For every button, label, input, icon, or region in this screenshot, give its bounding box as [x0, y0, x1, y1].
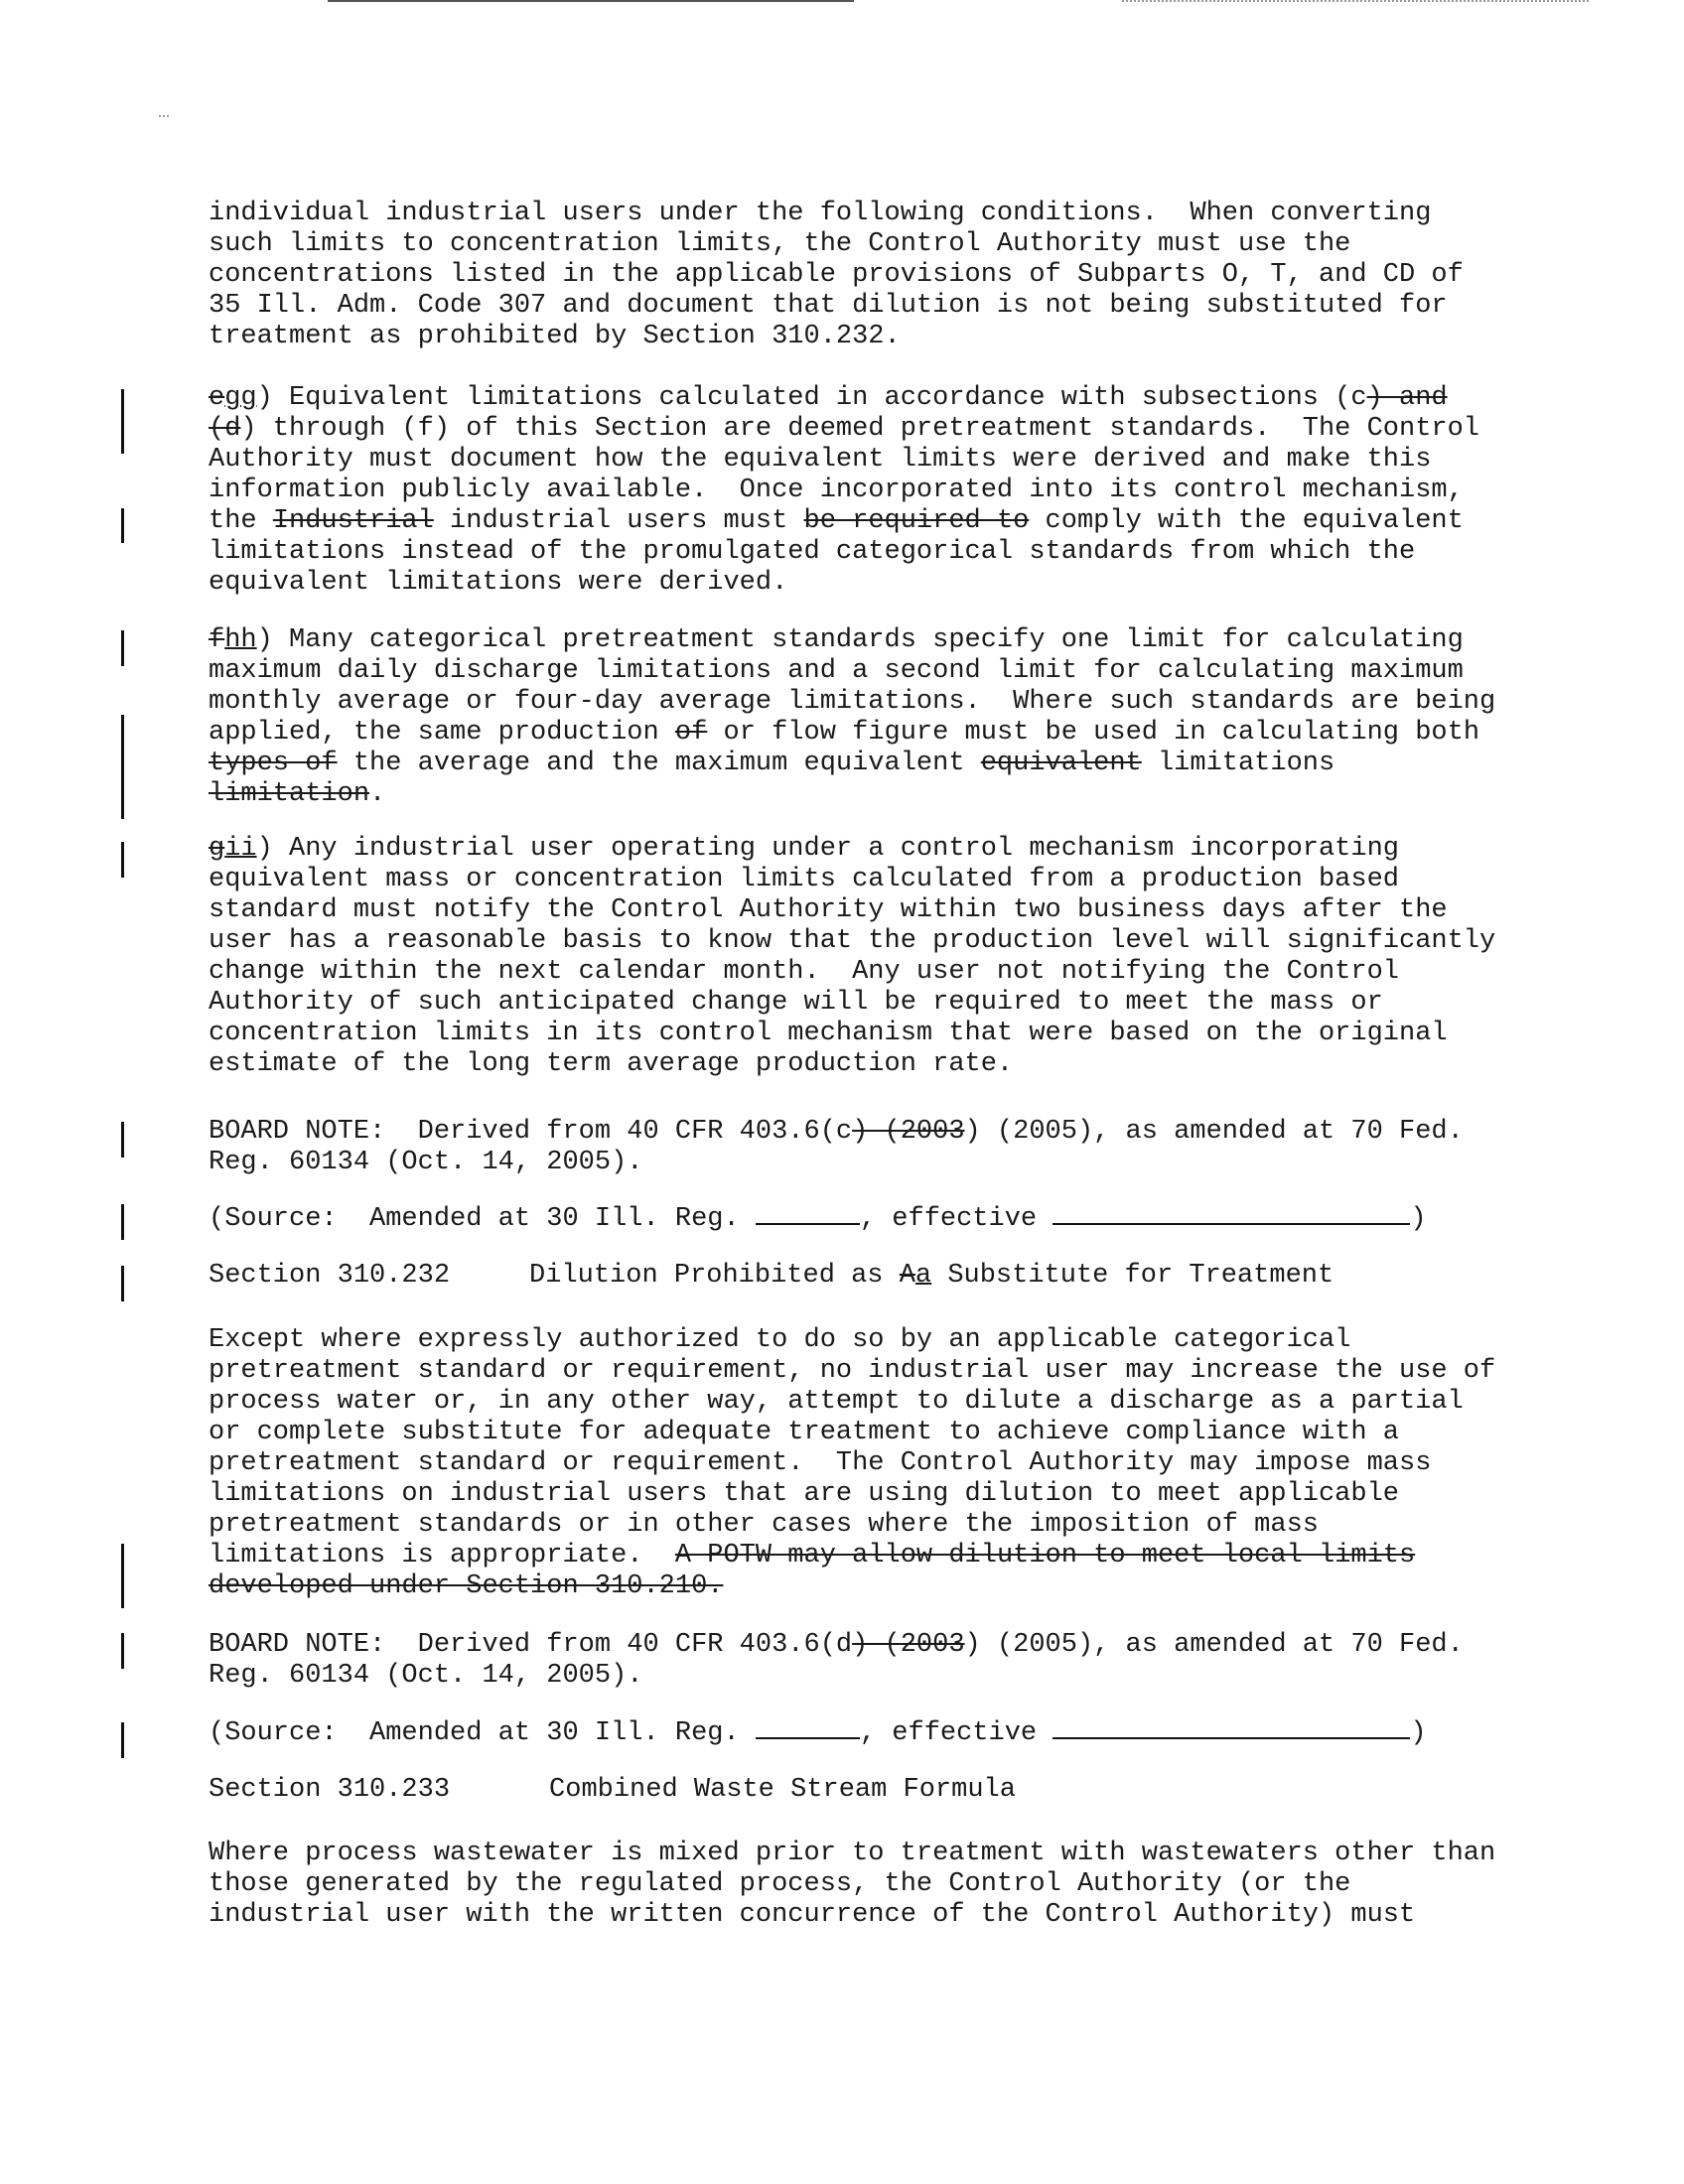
section-body: [209, 1839, 1559, 1931]
text-line: pretreatment standard or requirement, no industrial user may increase the use of: [209, 1356, 1496, 1386]
section-body: [209, 1325, 1559, 1602]
text-run: ) (2005), as amended at 70 Fed.: [964, 1630, 1464, 1660]
text-run: Substitute for Treatment: [931, 1261, 1334, 1291]
section-number: Section 310.233: [209, 1775, 451, 1805]
inserted-label: ii: [224, 834, 257, 864]
text-line: process water or, in any other way, attempt to dilute a discharge as a partial: [209, 1387, 1464, 1417]
text-run: .: [369, 779, 386, 809]
text-run: , effective: [859, 1718, 1053, 1748]
text-line: standard must notify the Control Authority within two business days after the: [209, 895, 1448, 925]
text-run: the: [209, 506, 273, 536]
text-line: information publicly available. Once incorporated into its control mechanism,: [209, 476, 1464, 505]
deleted-label: e: [209, 383, 225, 413]
section-heading: [209, 1775, 1559, 1806]
text-run: limitations: [1141, 749, 1335, 778]
text-line: limitations on industrial users that are using dilution to meet applicable: [209, 1479, 1399, 1509]
deleted-text: types of: [209, 749, 338, 778]
text-line: [209, 1571, 1559, 1602]
subsection-g: [209, 383, 1559, 599]
blank-field: [1052, 1715, 1410, 1739]
text-line: [209, 718, 1559, 749]
text-run: limitations is appropriate.: [209, 1541, 675, 1570]
text-run: or flow figure must be used in calculating both: [707, 718, 1480, 748]
text-line: user has a reasonable basis to know that the production level will significantly: [209, 926, 1496, 956]
text-line: concentrations listed in the applicable provisions of Subparts O, T, and CD of: [209, 260, 1464, 290]
section-heading: [209, 1261, 1559, 1292]
text-run: applied, the same production: [209, 718, 675, 748]
text-line: limitations instead of the promulgated categorical standards from which the: [209, 537, 1416, 567]
text-line: treatment as prohibited by Section 310.232.: [209, 322, 901, 351]
change-bar: [121, 1204, 124, 1240]
deleted-text: ) and: [1366, 383, 1448, 413]
text-run: ) (2005), as amended at 70 Fed.: [964, 1117, 1464, 1147]
text-line: [209, 625, 1559, 656]
change-bar: [121, 630, 124, 666]
text-line: [209, 506, 1559, 537]
text-line: equivalent limitations were derived.: [209, 568, 788, 598]
text-line: Where process wastewater is mixed prior to treatment with wastewaters other than: [209, 1839, 1496, 1868]
text-run: comply with the equivalent: [1029, 506, 1464, 536]
board-note: [209, 1630, 1559, 1692]
scan-artifact-dots: [1122, 0, 1589, 2]
section-title: Combined Waste Stream Formula: [549, 1775, 1016, 1805]
inserted-text: a: [914, 1261, 932, 1291]
intro-paragraph: [209, 199, 1559, 352]
blank-field: [1052, 1201, 1410, 1225]
text-line: [209, 749, 1559, 779]
text-line: [209, 834, 1559, 865]
deleted-text: (d: [209, 414, 241, 444]
text-line: [209, 414, 1559, 445]
scan-artifact-line: [328, 0, 854, 2]
text-line: Reg. 60134 (Oct. 14, 2005).: [209, 1661, 643, 1691]
change-bar: [121, 1722, 124, 1758]
text-run: industrial users must: [433, 506, 804, 536]
text-line: [209, 1541, 1559, 1571]
text-line: such limits to concentration limits, the Control Authority must use the: [209, 229, 1351, 259]
scan-artifact-tick: [159, 115, 169, 117]
text-line: [209, 1715, 1559, 1749]
text-line: change within the next calendar month. Any user not notifying the Control: [209, 957, 1399, 987]
source-note: [209, 1715, 1559, 1749]
text-line: [209, 1775, 1559, 1806]
text-line: [209, 1261, 1559, 1292]
deleted-text: developed under Section 310.210.: [209, 1571, 724, 1601]
board-note: [209, 1117, 1559, 1178]
text-run: ) Equivalent limitations calculated in accordance with subsections (c: [256, 383, 1367, 413]
deleted-text: equivalent: [980, 749, 1142, 778]
text-run: ) Any industrial user operating under a control mechanism incorporating: [256, 834, 1399, 864]
change-bar: [121, 1544, 124, 1608]
text-line: Authority must document how the equivalent limits were derived and make this: [209, 445, 1432, 475]
text-line: equivalent mass or concentration limits calculated from a production based: [209, 865, 1399, 894]
text-line: [209, 779, 1559, 810]
deleted-text: A: [899, 1261, 915, 1291]
text-line: 35 Ill. Adm. Code 307 and document that dilution is not being substituted for: [209, 291, 1448, 321]
inserted-label: gg: [224, 383, 257, 413]
text-run: the average and the maximum equivalent: [337, 749, 981, 778]
subsection-i: [209, 834, 1559, 1080]
source-note: [209, 1201, 1559, 1235]
change-bar: [121, 1633, 124, 1669]
deleted-label: g: [209, 834, 225, 864]
text-line: [209, 1117, 1559, 1148]
text-line: [209, 1201, 1559, 1235]
text-line: Authority of such anticipated change will be required to meet the mass or: [209, 988, 1383, 1018]
text-line: those generated by the regulated process, the Control Authority (or the: [209, 1869, 1351, 1899]
text-line: maximum daily discharge limitations and a second limit for calculating maximum: [209, 656, 1464, 686]
deleted-text: be required to: [803, 506, 1030, 536]
change-bar: [121, 715, 124, 819]
text-line: [209, 1630, 1559, 1661]
text-line: [209, 383, 1559, 414]
deleted-text: ) (2003: [852, 1630, 965, 1660]
deleted-text: ) (2003: [852, 1117, 965, 1147]
text-line: Except where expressly authorized to do so by an applicable categorical: [209, 1325, 1351, 1355]
text-run: BOARD NOTE: Derived from 40 CFR 403.6(d: [209, 1630, 853, 1660]
blank-field: [756, 1201, 860, 1225]
section-number: Section 310.232: [209, 1261, 451, 1291]
text-run: ): [1410, 1204, 1427, 1234]
deleted-label: f: [209, 625, 225, 655]
deleted-text: of: [674, 718, 708, 748]
text-run: ) through (f) of this Section are deemed pretreatment standards. The Control: [240, 414, 1480, 444]
text-line: industrial user with the written concurrence of the Control Authority) must: [209, 1900, 1416, 1930]
text-line: pretreatment standard or requirement. The Control Authority may impose mass: [209, 1448, 1432, 1478]
change-bar: [121, 842, 124, 878]
text-line: pretreatment standards or in other cases where the imposition of mass: [209, 1510, 1319, 1540]
deleted-text: limitation: [209, 779, 370, 809]
deleted-text: A POTW may allow dilution to meet local limits: [674, 1541, 1416, 1570]
text-run: Dilution Prohibited as: [529, 1261, 900, 1291]
inserted-label: hh: [224, 625, 257, 655]
text-run: ) Many categorical pretreatment standards specify one limit for calculating: [256, 625, 1464, 655]
text-run: (Source: Amended at 30 Ill. Reg.: [209, 1204, 756, 1234]
change-bar: [121, 1122, 124, 1158]
text-line: estimate of the long term average production rate.: [209, 1049, 1014, 1079]
text-run: BOARD NOTE: Derived from 40 CFR 403.6(c: [209, 1117, 853, 1147]
subsection-h: [209, 625, 1559, 810]
change-bar: [121, 508, 124, 543]
text-line: individual industrial users under the following conditions. When converting: [209, 199, 1432, 228]
text-run: , effective: [859, 1204, 1053, 1234]
text-run: ): [1410, 1718, 1427, 1748]
text-run: (Source: Amended at 30 Ill. Reg.: [209, 1718, 756, 1748]
blank-field: [756, 1715, 860, 1739]
change-bar: [121, 1266, 124, 1301]
deleted-text: Industrial: [272, 506, 434, 536]
text-line: Reg. 60134 (Oct. 14, 2005).: [209, 1148, 643, 1177]
text-line: or complete substitute for adequate treatment to achieve compliance with a: [209, 1418, 1399, 1447]
text-line: concentration limits in its control mechanism that were based on the original: [209, 1019, 1448, 1048]
change-bar: [121, 389, 124, 454]
text-line: monthly average or four-day average limitations. Where such standards are being: [209, 687, 1496, 717]
